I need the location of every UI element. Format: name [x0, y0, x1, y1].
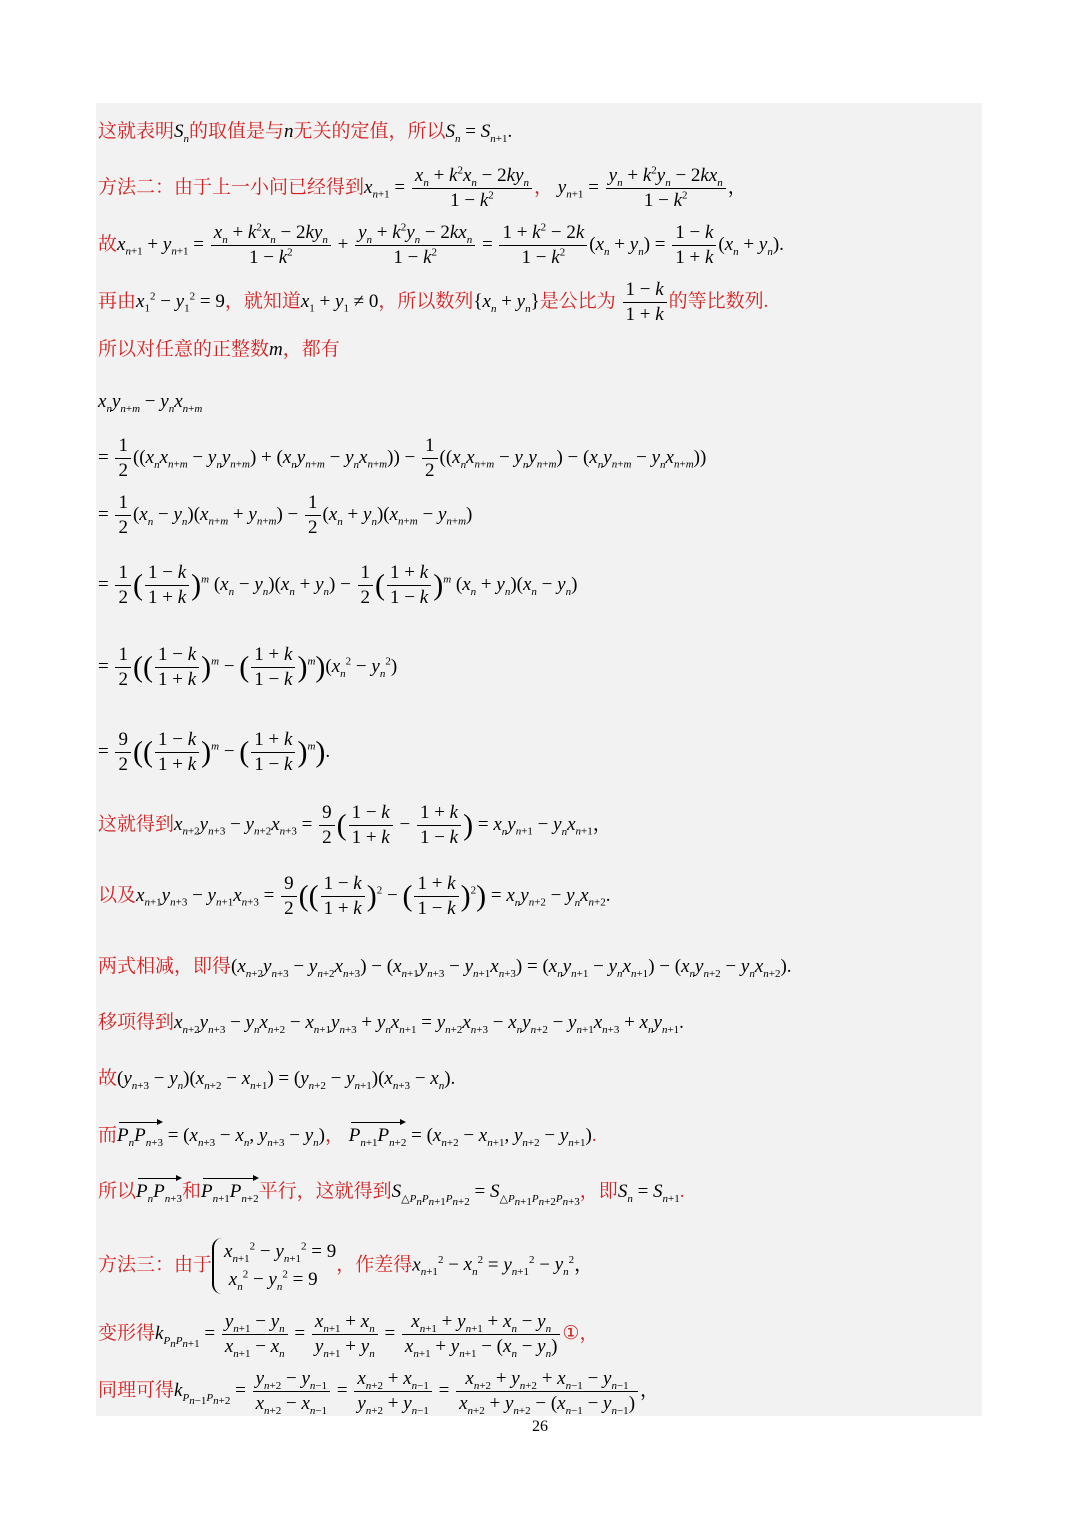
line-12: 这就得到$x_{n+2}y_{n+3} - y_{n+2}x_{n+3}$ = $\frac{9}{2}$ ( $\frac{1 - k}{1 + k}$ − $\frac{1 + k}{1 - k}$ ) = $x_ny_{n+1} - y_nx_{n+1}$， — [98, 802, 612, 848]
line-2: 方法二：由于上一小问已经得到$x_{n+1}$ = $\frac{x_n + k^2x_n - 2ky_n}{1 - k^2}$ ， $y_{n+1}$ = $\frac{y_n + k^2y_n - 2kx_n}{1 - k^2}$ ， — [98, 164, 747, 211]
line-20: 变形得$k_{P_nP_{n+1}}$ = $\frac{y_{n+1} - y_n}{x_{n+1} - x_n}$ = $\frac{x_{n+1} + x_n}{y_{n+1} + y_n}$ = $\frac{x_{n+1} + y_{n+1} + x_n - y_n}{x_{n+1} + y_{n+1} - (x_n - y_n)}$ ①， — [98, 1311, 599, 1360]
line-9: = $\frac{1}{2}$ ( $\frac{1 - k}{1 + k}$ )$^m$ $(x_n - y_n)(x_n + y_n)$ − $\frac{1}{2}$ ( $\frac{1 + k}{1 - k}$ )$^m$ $(x_n + y_n)(x_n - y_n)$ — [98, 562, 578, 608]
line-21: 同理可得$k_{P_{n-1}P_{n+2}}$ = $\frac{y_{n+2} - y_{n-1}}{x_{n+2} - x_{n-1}}$ = $\frac{x_{n+2} + x_{n-1}}{y_{n+2} + y_{n-1}}$ = $\frac{x_{n+2} + y_{n+2} + x_{n-1} - y_{n-1}}{x_{n+2} + y_{n+2} - (x_{n-1} - y_{n-1})}$ ， — [98, 1368, 660, 1417]
line-16: 故$(y_{n+3} - y_n)(x_{n+2} - x_{n+1}) = (y_{n+2} - y_{n+1})(x_{n+3} - x_n)$. — [98, 1068, 456, 1092]
line-10: = $\frac{1}{2}$ (( $\frac{1 - k}{1 + k}$ )$^m$ − ( $\frac{1 + k}{1 - k}$ )$^m)(x_n^2 - y_n^2)$ — [98, 644, 398, 690]
line-8: = $\frac{1}{2}$ $(x_n - y_n)(x_{n+m} + y_{n+m})$ − $\frac{1}{2}$ $(x_n + y_n)(x_{n+m} - y_{n+m})$ — [98, 492, 473, 538]
line-4: 再由$x_1^2 - y_1^2 = 9$，就知道$x_1 + y_1 \ne 0$，所以数列$\{x_n + y_n\}$是公比为 $\frac{1 - k}{1 + k}$ 的等比数列. — [98, 279, 769, 325]
line-7: = $\frac{1}{2}$ $((x_nx_{n+m} - y_ny_{n+m}) + (x_ny_{n+m} - y_nx_{n+m}))$ − $\frac{1}{2}$ $((x_nx_{n+m} - y_ny_{n+m}) - (x_ny_{n+m} - y_nx_{n+m}))$ — [98, 435, 707, 481]
line-14: 两式相减，即得$(x_{n+2}y_{n+3} - y_{n+2}x_{n+3}) - (x_{n+1}y_{n+3} - y_{n+1}x_{n+3}) = (x_ny_{n+1} - y_nx_{n+1}) - (x_ny_{n+2} - y_nx_{n+2})$. — [98, 956, 792, 980]
line-19: 方法三：由于 $x_{n+1}^2 - y_{n+1}^2 = 9$ $x_n^2 - y_n^2 = 9$ ，作差得$x_{n+1}^2 - x_n^2 = y_{n+1}^2 - y_n^2$， — [98, 1238, 593, 1294]
line-18: 所以$P_nP_{n+3}$和$P_{n+1}P_{n+2}$平行，这就得到$S_{\triangle P_nP_{n+1}P_{n+2}} = S_{\triangle P_{n+1}P_{n+2}P_{n+3}}$，即$S_n = S_{n+1}$. — [98, 1181, 685, 1208]
line-5: 所以对任意的正整数m，都有 — [98, 339, 340, 360]
line-17: 而$P_nP_{n+3} = (x_{n+3} - x_n$, $y_{n+3} - y_n$)， $P_{n+1}P_{n+2} = (x_{n+2} - x_{n+1}$, $y_{n+2} - y_{n+1}$). — [98, 1125, 597, 1149]
line-6: $x_ny_{n+m} - y_nx_{n+m}$ — [98, 391, 203, 415]
line-11: = $\frac{9}{2}$ (( $\frac{1 - k}{1 + k}$ )$^m$ − ( $\frac{1 + k}{1 - k}$ )$^m$). — [98, 729, 331, 775]
page-number: 26 — [532, 1418, 548, 1435]
line-15: 移项得到$x_{n+2}y_{n+3} - y_nx_{n+2} - x_{n+1}y_{n+3} + y_nx_{n+1} = y_{n+2}x_{n+3} - x_ny_{n+2} - y_{n+1}x_{n+3} + x_ny_{n+1}$. — [98, 1012, 684, 1036]
line-3: 故$x_{n+1} + y_{n+1}$ = $\frac{x_n + k^2x_n - 2ky_n}{1 - k^2}$ + $\frac{y_n + k^2y_n - 2kx_n}{1 - k^2}$ = $\frac{1 + k^2 - 2k}{1 - k^2}$ $(x_n + y_n)$ = $\frac{1 - k}{1 + k}$ $(x_n + y_n)$. — [98, 221, 784, 268]
line-13: 以及$x_{n+1}y_{n+3} - y_{n+1}x_{n+3}$ = $\frac{9}{2}$ (( $\frac{1 - k}{1 + k}$ )$^2$ − ( $\frac{1 + k}{1 - k}$ )$^2) = x_ny_{n+2} - y_nx_{n+2}$. — [98, 873, 611, 919]
line-1: 这就表明$S_n$的取值是与n无关的定值，所以$S_n = S_{n+1}$. — [98, 121, 513, 145]
